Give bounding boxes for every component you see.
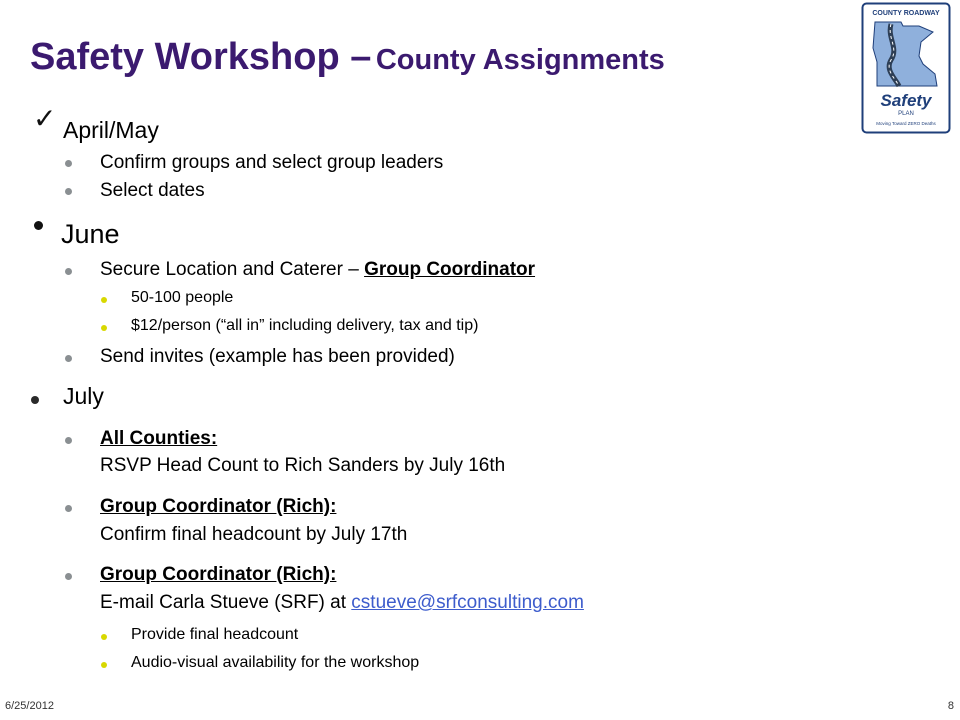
logo-tagline: Moving Toward ZERO Deaths [876, 121, 936, 126]
july-heading: July [63, 383, 104, 409]
july-a-text: RSVP Head Count to Rich Sanders by July 16th [100, 455, 506, 476]
page-number: 8 [947, 700, 954, 712]
july-b-text: Confirm final headcount by July 17th [100, 524, 408, 545]
april-item-1: Confirm groups and select group leaders [100, 152, 444, 173]
july-b-role: Group Coordinator (Rich): [100, 496, 337, 517]
bullet-icon [65, 437, 72, 444]
june-sub-1: 50-100 people [131, 289, 234, 306]
slide-title [30, 36, 665, 79]
bullet-icon [65, 505, 72, 512]
june-item-1-text: Secure Location and Caterer – [100, 259, 365, 280]
logo-word: Safety [880, 91, 932, 110]
bullet-icon [65, 355, 72, 362]
july-c-text [100, 592, 584, 614]
bullet-icon [65, 188, 72, 195]
bullet-icon [31, 396, 39, 404]
bullet-icon [65, 573, 72, 580]
county-roadway-safety-plan-logo [861, 2, 951, 134]
bullet-icon [65, 160, 72, 167]
june-sub-2: $12/person (“all in” including delivery, tax and tip) [131, 317, 479, 334]
title-sub: County Assignments [375, 44, 665, 76]
logo-plan: PLAN [898, 111, 914, 117]
june-heading: June [61, 219, 120, 249]
bullet-icon [65, 268, 72, 275]
bullet-icon [101, 325, 107, 331]
july-c-role: Group Coordinator (Rich): [100, 564, 337, 585]
june-item-1 [100, 259, 535, 281]
check-icon: ✓ [33, 103, 57, 134]
logo-top-text: COUNTY ROADWAY [872, 10, 940, 17]
july-sub-1: Provide final headcount [131, 626, 299, 643]
bullet-icon [101, 297, 107, 303]
april-heading: April/May [63, 117, 159, 143]
bullet-icon [101, 662, 107, 668]
footer-date: 6/25/2012 [5, 700, 54, 712]
july-sub-2: Audio-visual availability for the workshop [131, 654, 420, 671]
april-item-2: Select dates [100, 180, 205, 201]
june-item-2: Send invites (example has been provided) [100, 346, 455, 367]
bullet-icon [34, 221, 43, 230]
june-item-1-role: Group Coordinator [364, 259, 536, 280]
email-link[interactable]: cstueve@srfconsulting.com [351, 592, 584, 613]
bullet-icon [101, 634, 107, 640]
title-main: Safety Workshop – [30, 36, 372, 78]
july-c-text-prefix: E-mail Carla Stueve (SRF) at [100, 592, 352, 613]
july-a-role: All Counties: [100, 428, 218, 449]
